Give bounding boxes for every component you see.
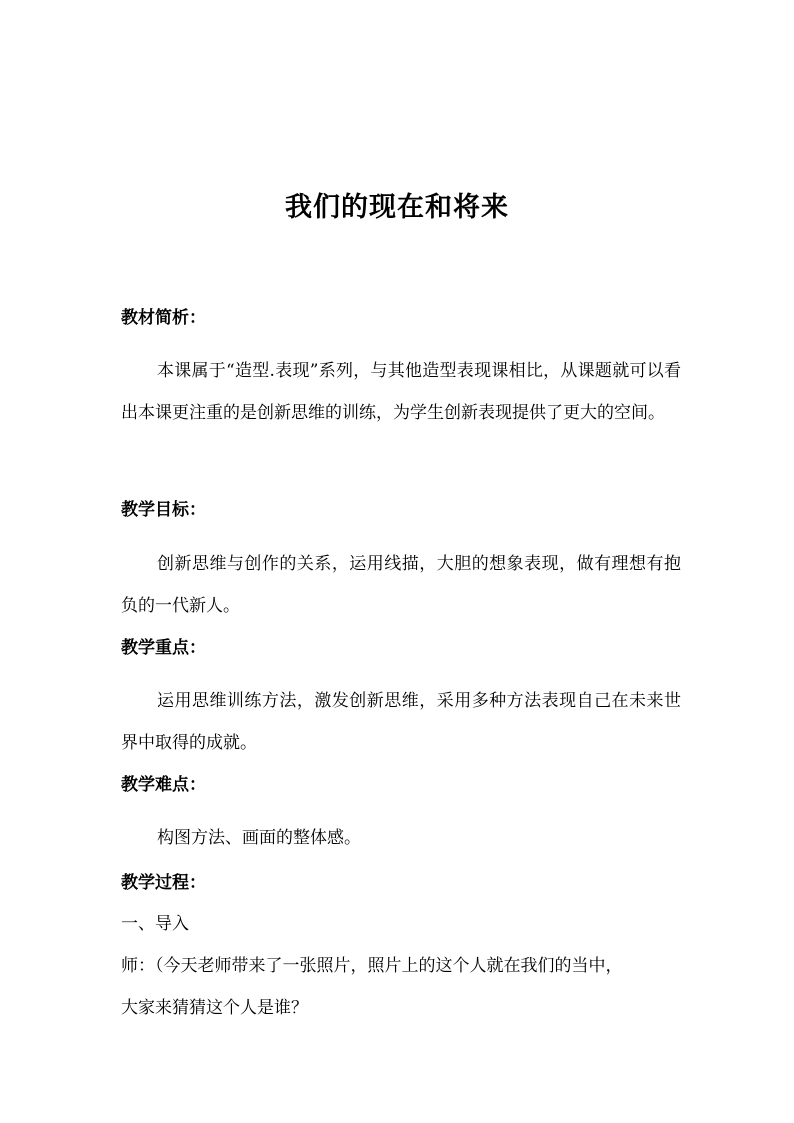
heading-difficulties: 教学难点： [121, 775, 206, 795]
teacher-line-2: 大家来猜猜这个人是谁？ [121, 998, 308, 1018]
heading-process: 教学过程： [121, 873, 206, 893]
paragraph-goals: 创新思维与创作的关系，运用线描，大胆的想象表现，做有理想有抱负的一代新人。 [121, 554, 681, 616]
paragraph-difficulties: 构图方法、画面的整体感。 [157, 828, 361, 848]
paragraph-analysis: 本课属于“造型.表现”系列，与其他造型表现课相比，从课题就可以看出本课更注重的是创新思维的训练，为学生创新表现提供了更大的空间。 [121, 361, 681, 423]
heading-goals: 教学目标： [121, 500, 206, 520]
process-step-intro: 一、导入 [121, 914, 189, 934]
document-title: 我们的现在和将来 [285, 192, 509, 223]
paragraph-key-points: 运用思维训练方法，激发创新思维，采用多种方法表现自己在未来世界中取得的成就。 [121, 691, 681, 753]
teacher-line-1: 师：（今天老师带来了一张照片，照片上的这个人就在我们的当中， [121, 956, 623, 976]
heading-analysis: 教材简析： [121, 308, 206, 328]
heading-key-points: 教学重点： [121, 638, 206, 658]
